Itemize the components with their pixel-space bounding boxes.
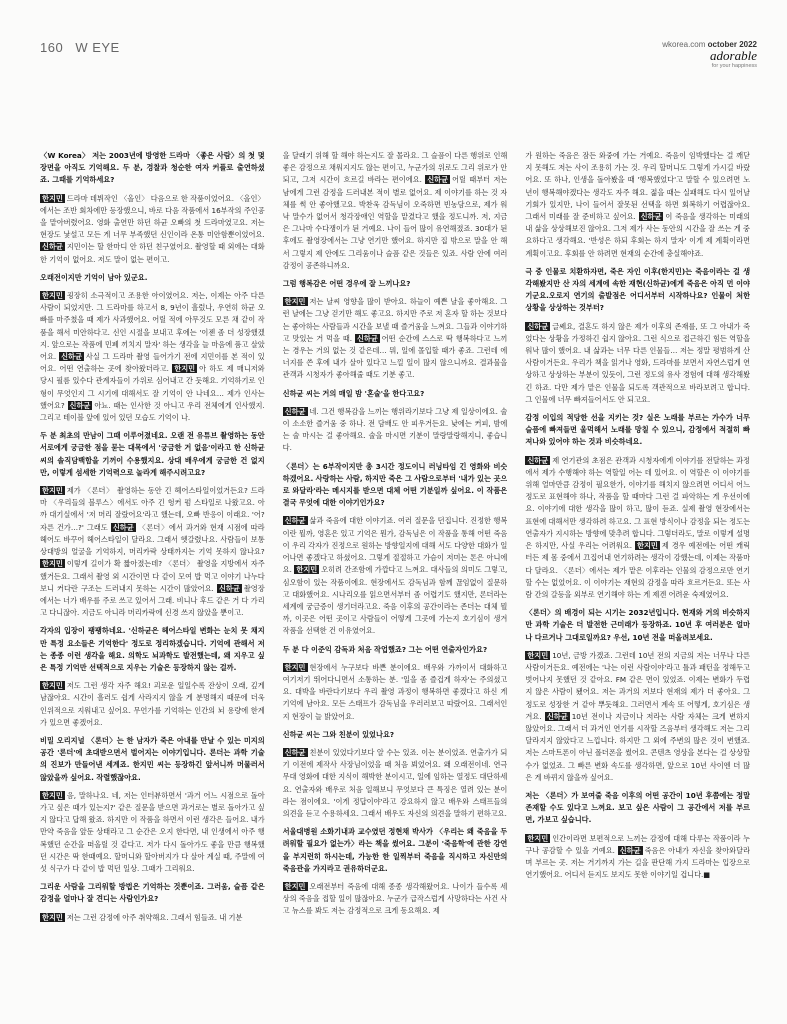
question: 〈론더〉의 배경이 되는 시기는 2032년입니다. 현재와 거의 비슷하지만 과학 기술은 더 발전한 근미래가 등장하죠. 10년 후 여러분은 얼마나 다르거나 그대로일까요? 우선, 10년 전을 떠올려보세요. <box>525 608 751 642</box>
speaker-tag: 한지민 <box>42 681 63 691</box>
speaker-tag: 신하균 <box>112 522 134 532</box>
speaker-tag: 신하균 <box>61 352 82 362</box>
speaker-tag: 한지민 <box>42 559 63 569</box>
answer: 한지민 인간이라면 보편적으로 느끼는 감정에 대해 다루는 작품이라 누구나 공감할 수 있을 거예요. 신하균 죽음은 아내가 자신을 찾아와달라며 부르는 곳. 저는 거기까지 가는 길을 판단해 가지 드라마는 입장으로 연기했어요. 어디서 듣지도 보지도 못한 이야기일 겁니다.■ <box>525 833 751 880</box>
question: 서울대병원 소화기내과 교수였던 정현채 박사가 〈우리는 왜 죽음을 두려워할 필요가 없는가〉라는 책을 썼어요. 그분이 '죽음학'에 관한 강연을 부지런히 하시는데, 가능한 한 일찍부터 죽음을 직시하고 자신만의 죽음관을 가지라고 권유하더군요. <box>282 827 508 873</box>
speaker-tag: 한지민 <box>527 650 549 660</box>
page-folio <box>40 40 120 55</box>
answer: 한지민 음, 말하나요. 네, 저는 인터뷰하면서 '과거 어느 시점으로 돌아가고 싶은 때가 있는지?' 같은 질문을 받으면 과거로는 별로 돌아가고 싶지 않다고 답해 왔죠. 하지만 이 작품을 하면서 이런 생각은 들어요. 내가 만약 죽음을 앞둔 상태라고 그 순간은 오지 한다면, 내 인생에서 아주 행복했던 순간을 떠올릴 것 같다고. 저가 다시 돌아가도 좋을 만큼 행복했던 시간은 딱 한때예요. 할머니와 할아버지가 다 살아 계실 때, 주말에 여섯 식구가 다 같이 밥 먹던 일상. 그때가 그리워요. <box>40 790 265 873</box>
speaker-tag: 신하균 <box>218 583 240 593</box>
page-number: 160 <box>40 40 64 55</box>
question: 각자의 입장이 팽팽하네요. '신하균은 헤어스타일 변화는 눈치 못 채지만 특정 요소들은 기억한다' 정도로 정리하겠습니다. 기억에 관해서 저는 종종 이런 생각을 해요. 의학도 뇌과학도 발전했는데, 왜 지우고 싶은 특정 기억만 선택적으로 지우는 기술은 등장하지 않는 걸까. <box>40 626 265 672</box>
speaker-tag: 한지민 <box>527 833 549 843</box>
answer: 한지민 굉장히 소극적이고 조용한 아이였어요. 저는, 이제는 아주 다른 사람이 되었지만. 그 드라마를 하고서 8, 9년이 흘렀나, 우연히 하균 오빠를 마주쳤을 때 제가 사과했어요. 어릴 적에 아무것도 모른 채 같이 작품을 해서 미안하다고. 신인 시절을 보내고 후에는 '이젠 좀 더 성장했겠지. 앞으로는 작품에 민폐 끼치지 말자' 하는 생각을 늘 마음에 품고 살았어요. 신하균 사실 그 드라마 촬영 들어가기 전에 지민이를 본 적이 있어요. 어떤 연출하는 곳에 찾아왔더라고. 한지민 아 하도 제 매니저와 당시 필름 있수다 관계자들이 가위로 심어내고 간 듯해요. 기억하기로 인형이 무엇인지 그 시기에 대해서도 잘 기억이 안 나네요… 제가 인사는 했어요? 신하균 아뇨. 때는 인사한 것 아니고 우리 전체에게 인사했지. 그리고 테이블 앞에 있어 있던 모습도 기억이 나. <box>40 291 265 423</box>
speaker-tag: 한지민 <box>284 881 306 891</box>
site-url: wkorea.com <box>662 40 706 49</box>
masthead <box>662 40 757 69</box>
question: 〈W Korea〉 저는 2003년에 방영한 드라마 〈좋은 사람〉의 첫 몇 장면을 아직도 기억해요. 두 분, 경찰과 청순한 여자 커플로 출연하셨죠. 그때를 기억하세요? <box>40 151 265 185</box>
speaker-tag: 한지민 <box>42 486 63 496</box>
question: 감정 이입의 적당한 선을 지키는 것? 실은 노래를 부르는 가수가 너무 슬픔에 빠져들면 울먹해서 노래를 망칠 수 있으니, 감정에서 적절히 빠져나와 있어야 하는 것과 비슷하네요. <box>525 413 751 447</box>
question: 신하균 씨는 그와 친분이 있었나요? <box>282 729 395 739</box>
brand-tagline: for your happiness <box>711 63 757 70</box>
answer: 한지민 현장에서 누구보다 바쁜 분이에요. 배우와 가까이서 대화하고 여기저기 뛰어다니면서 소통하는 분. '일을 좀 즐겁게 하자'는 주의셨고요. 대박을 바란다기보다 우리 촬영 과정이 행복하면 좋겠다고 하신 게 기억에 남아요. 모든 스태프가 감독님을 우러러보고 따랐어요. 그래서인지 현장이 늘 밝았어요. <box>282 662 508 721</box>
brand-logo: adorable <box>710 48 757 63</box>
speaker-tag: 한지민 <box>174 364 196 374</box>
speaker-tag: 신하균 <box>527 455 549 465</box>
column-1 <box>40 150 265 995</box>
speaker-tag: 신하균 <box>69 400 91 410</box>
speaker-tag: 한지민 <box>42 291 63 301</box>
answer: 한지민 제가 〈론더〉 촬영하는 동안 긴 헤어스타일이었거든요? 드라마 〈우리들의 블루스〉에서도 아주 긴 헝커 펌 스타일로 나왔고요. 아까 대기실에서 '저 머리 잘랐어요'라고 했는데, 오빠 반응이 이래요. '어? 자른 건가…?' 그래도 신하균 〈론더〉에서 과거와 현재 시점에 따라 헤어도 바꾸어 헤어스타일이 달라요. 그래서 헷갈렸나요. 사람들이 보통 상대방의 얼굴을 기억하지, 머리카락 상태까지는 기억 못하지 않나요? 한지민 이렇게 길이가 확 짧아졌는데? 〈론더〉 촬영을 지방에서 자주 했거든요. 그래서 촬영 외 시간이면 다 같이 모여 밥 먹고 이야기 나누다 보니 커다란 구조는 드러내지 못하는 시간이 많았어요. 신하균 촬영장에서는 너가 배우를 주로 쓰고 있어서 그래. 비니나 후드 같은 거 다 가리고 다니잖아. 지금도 아니라 머리카락에 신경 쓰지 않았을 뿐이고. <box>40 486 265 618</box>
answer: 한지민 저도 그런 생각 자주 해요! 괴로운 일일수록 잔상이 오래, 깊게 남잖아요. 시간이 흘러도 쉽게 사라지지 않을 게 분명해지 때문에 더욱 인위적으로 지워내고 싶어요. 무언가를 기억하는 인간의 뇌 용량에 한계가 있으면 좋겠어요. <box>40 681 265 727</box>
speaker-tag: 신하균 <box>527 321 549 331</box>
answer: 가 원하는 죽음은 잠든 와중에 가는 거예요. 죽음이 임박했다는 걸 깨닫지 못해도 저는 사이 조용히 가는 것. 우리 할머니도 그렇게 가시길 바랐어요. 또 하나, 인생을 돌아봤을 때 '행복했었다'고 말할 수 있으려면 노년이 행복해야겠다는 생각도 자주 해요. 젊을 때는 실패해도 다시 일어날 기회가 있지만, 나이 들어서 잘못된 선택을 하면 회복하기 어렵잖아요. 그래서 미래를 잘 준비하고 싶어요. 신하균 이 죽음을 생각하는 미래의 내 삶을 상상해보진 않아요. 그저 제가 사는 동안의 시간을 잘 쓰는 게 중요하다고 생각해요. '반성은 하되 후회는 하지 말자' 이게 제 계획이라면 계획이고요. 후회를 안 하려면 현재의 순간에 충실해야죠. <box>525 151 751 258</box>
speaker-tag: 한지민 <box>296 565 318 575</box>
end-mark: ■ <box>703 870 711 880</box>
question: 극 중 인물로 치환하자면, 죽은 자인 이후(한지민)는 죽음이라는 걸 생각해봤지만 산 자의 세계에 속한 재현(신하균)에게 죽음은 아직 먼 이야기군요.오로지 연기의 출발점은 어디서부터 시작하나요? 인물이 처한 상황을 상상하는 것부터? <box>525 266 751 313</box>
speaker-tag: 한지민 <box>42 193 63 203</box>
speaker-tag: 신하균 <box>546 711 568 721</box>
answer: 한지민 드라마 데뷔작인 〈올인〉 다음으로 한 작품이었어요. 〈올인〉에서는 조반 회차에만 등장했으니, 바로 다음 작품에서 16부작의 주인공을 맡아버렸어요. 영화 출연만 하던 하균 오빠의 첫 드라마였고요. 저는 현장도 낯설고 모든 게 너무 부족했던 신인이라 온통 미안함뿐이었어요. 신하균 지민이는 할 한마디 안 하던 친구였어요. 촬영할 때 외에는 대화한 기억이 없어요. 저도 말이 없는 편이고. <box>40 193 265 264</box>
question: 신하균 씨는 거의 매일 밤 '혼술'을 한다고요? <box>282 388 425 398</box>
speaker-tag: 신하균 <box>42 242 63 252</box>
answer: 신하균 제 연기관의 초점은 관객과 시청자에게 이야기를 전달하는 과정에서 제가 수행해야 하는 역할일 어는 데 있어요. 이 역할은 이 이야기를 위해 얼마만큼 감정이 필요한가, 이야기를 해치지 않으려면 어디서 어느 정도로 표현해야 하나, 작품을 할 때마다 그런 걸 파악하는 게 우선이에요. 이야기에 대한 생각을 많이 하고, 많이 듣죠. 실제 촬영 현장에서는 표현에 대해서만 생각하려 하고요. 그 표현 방식이나 감정을 되는 정도는 연출자가 지시하는 방향에 맞추려 합니다. 그렇더라도, 말로 이렇게 설명은 하지만, 사실 우리는 어려워요. 한지민 제 경우 예전에는 어떤 캐릭터든 제 몸 중에서 끄집어내 연기하려는 생각이 강했는데, 이제는 작품마다 달라요. 〈론더〉에서는 제가 맡은 이후라는 인물의 감정으로만 연기할 수는 없었어요. 이 이야기는 재현의 감정을 따라 흐르거든요. 또는 사람 간의 갈등을 외부로 연기해야 하는 게 제겐 어려운 숙제였어요. <box>525 455 751 599</box>
answer: 신하균 삶과 죽음에 대한 이야기죠. 여러 질문을 던집니다. 진정한 행복이란 뭘까, 영혼은 있고 기억은 뭔가, 감독님은 이 작품을 통해 어떤 죽음이 우리 각자가 진정으로 원하는 방향일지에 대해 서도 다양한 대화가 일어나면 좋겠다고 하셨어요. 그렇게 절절하고 가슴이 저미는 톤은 아니에요. 한지민 오히려 간조함에 가깝다고 느껴요. 대사들의 의미도 그렇고, 심오함이 있는 작품이에요. 현장에서도 감독님과 함께 끊임없이 질문하고 대화했어요. 시나리오를 읽으면서부터 좀 어렵기도 했지만, 론더라는 세계에 궁금증이 생기더라고요. 죽음 이후의 공간이라는 존더는 대체 뭘까, 이곳은 어떤 곳이고 사람들이 어떻게 그곳에 가는지 호기심이 생겨 작품을 선택한 건 이유였어요. <box>282 516 508 636</box>
article-body <box>40 150 750 995</box>
question: 〈론더〉는 6부작이지만 총 3시간 정도이니 러닝타임 긴 영화와 비슷하겠어요. 사랑하는 사람, 하지만 죽은 그 사람으로부터 '내가 있는 곳으로 와달라'라는 메시지를 받으면 대체 어떤 기분일까 싶어요. 이 작품은 결국 무엇에 대한 이야기인가요? <box>282 461 508 508</box>
speaker-tag: 신하균 <box>640 212 662 222</box>
answer: 한지민 저는 날씨 영향을 많이 받아요. 하늘이 예쁜 날을 좋아해요. 그런 날에는 그냥 걷기만 해도 좋고요. 하지만 주로 저 혼자 할 하는 것보다는 좋아하는 사람들과 시간을 보낼 때 즐거움을 느껴요. 그들과 이야기하고 맛있는 거 먹을 때. 신하균 어떤 순간에 스스로 딱 행복하다고 느끼는 경우는 거의 없는 것 같은데… 뭐, 일에 몰입할 때가 좋죠. 그런데 에너지를 쓴 후에 내가 살아 있다고 느낄 일이 많지 않으니까요. 결과물을 관객과 시청자가 좋아해줄 때도 기분 좋고. <box>282 297 508 380</box>
answer: 신하균 친분이 있었다기보다 알 수는 있죠. 이는 분이었죠. 연출가가 되기 이전에 제작사 사장님이었을 때 처음 뵈었어요. 왜 오래전이네. 연극무대 영화에 대한 지식이 해박한 분이시고, 일에 임하는 열정도 대단하세요. 연출자와 배우로 처음 일해보니 무엇보다 큰 특징은 열려 있는 분이라는 점이에요. '이게 정답이야'라고 강요하지 않고 배우와 스태프들의 의견을 듣고 수용하세요. 그래서 배우도 자신의 의견을 말하기 편하고요. <box>282 747 508 818</box>
answer: 신하균 네. 그건 행복감을 느끼는 행위라기보다 그냥 제 일상이에요. 술이 소소한 즐거움 중 하나. 전 담배도 안 피우거든요. 낮에는 커피, 밤에는 술 마시는 걸 좋아해요. 술을 마시면 기분이 말랑말랑해지니, 좋습니다. <box>282 406 508 453</box>
column-3 <box>525 150 750 995</box>
speaker-tag: 신하균 <box>427 175 449 185</box>
question: 그리운 사람을 그리워할 방법은 기억하는 것뿐이죠. 그러움, 슬픔 같은 감정을 얼마나 잘 견디는 사람인가요? <box>40 882 265 904</box>
column-2 <box>283 150 508 995</box>
question: 두 분 다 이준익 감독과 처음 작업했죠? 그는 어떤 연출자인가요? <box>282 644 488 654</box>
answer: 을 달래기 위해 할 해야 하는지도 잘 몰라요. 그 슬픔이 다른 행위로 인해 좋은 감정으로 채워지지도 않는 편이고, 누군가의 위로도 그리 위로가 안 되고, 그저 시간이 흐르길 바라는 편이에요. 신하균 어릴 때부터 저는 남에게 그런 감정을 드러내본 적이 별로 없어요. 제 이야기를 하는 것 자체를 썩 안 좋아했고요. 박찬욱 감독님이 오죽하면 빈농담으로, 제가 워낙 말수가 없어서 청각장애인 역할을 맡겼다고 했을 정도니까. 저, 지금은 그나마 수다쟁이가 된 거예요. 나이 들어 많이 유연해졌죠. 30대가 된 후에도 촬영장에서는 그냥 연기만 했어요. 하지만 집 밖으로 말을 안 해서 그렇지 제 안에도 그리움이나 슬픔 같은 것들은 있죠. 사람 안에 여러 감정이 공존하니까요. <box>282 151 508 270</box>
question: 오래전이지만 기억이 남아 있군요. <box>40 272 148 282</box>
speaker-tag: 신하균 <box>284 747 306 757</box>
speaker-tag: 한지민 <box>284 662 306 672</box>
question: 저는 〈론더〉가 보여줄 죽음 이후의 어떤 공간이 10년 후쯤에는 정말 존재할 수도 있다고 느껴요. 보고 싶은 사람이 그 공간에서 저를 부르면, 가보고 싶습니다. <box>525 790 751 825</box>
answer: 한지민 저는 그런 감정에 아주 취약해요. 그래서 힘들죠. 내 기분 <box>42 912 243 922</box>
question: 비밀 오리지널 〈론더〉는 한 남자가 죽은 아내를 만날 수 있는 미지의 공간 '론더'에 초대받으면서 벌어지는 이야기입니다. 론더는 과학 기술의 진보가 만들어낸 세계죠. 한지민 씨는 등장하긴 앞서니까 머물러서 않았을까 싶어요. 작렬했잖아요. <box>40 735 265 782</box>
speaker-tag: 신하균 <box>284 406 306 416</box>
answer: 한지민 10년, 금방 가겠죠. 그런데 10년 전의 지금의 저는 너무나 다른 사람이거든요. 예전에는 '나는 이런 사람이야'라고 틀과 패턴을 정해두고 벗어나지 못했던 것 같아요. FM 같은 면이 있었죠. 이제는 변화가 두렵지 않은 사람이 됐어요. 저는 과거의 저보다 현재의 제가 더 좋아요. 그 정도로 성장한 거 같아 뿌듯해요. 그러면서 계속 또 어떻게, 호기심은 생겨요. 신하균 10년 전이나 지금이나 저라는 사람 자체는 크게 변하지 않았어요. 그래서 더 과거인 연기를 시작할 즈음부터 생각해도 저는 그리 달라지지 않았다고 느낍니다. 하지만 그 외에 주변의 많은 것이 변했죠. 저는 스마트폰이 아닌 폴더폰을 썼어요. 콘텐츠 영상을 본다는 걸 상상할 수가 없었죠. 그 빠른 변화 속도를 생각하면, 앞으로 10년 사이엔 더 많은 게 바뀌지 않을까 싶어요. <box>525 650 751 782</box>
speaker-tag: 한지민 <box>636 541 658 551</box>
speaker-tag: 한지민 <box>284 297 306 307</box>
answer: 신하균 글쎄요, 결혼도 하지 않은 제가 이후의 존재를, 또 그 아내가 죽었다는 상황을 가정하긴 쉽지 않아요. 그런 식으로 접근하긴 힘든 역할을 워낙 많이 했어요. 내 삶과는 너무 다른 인물들… 저는 정말 평범하게 산 사람이거든요. 우리가 책을 읽거나 영화, 드라마를 보면서 자연스럽게 연상하고 상상하는 부분이 있듯이, 그런 정도의 유사 경험에 대해 생각해봤긴 하죠. 다만 제가 맡은 인물을 되도록 객관적으로 바라보려고 합니다. 그 인물에 너무 빠져들어서도 안 되고요. <box>525 321 751 404</box>
speaker-tag: 신하균 <box>284 516 306 526</box>
question: 두 분 최초의 만남이 그때 이루어졌네요. 오랜 전 유튜브 촬영하는 동안 서로에게 궁금한 점을 묻는 대목에서 '궁금한 거 없음'이라고 한 신하균 씨의 솔직담백함을 기꺼이 수용했지요. 상대 배우에게 궁금한 건 없지만, 이렇게 섬세한 기억력으로 놀라게 해주시려고요? <box>40 431 265 477</box>
speaker-tag: 한지민 <box>42 912 63 922</box>
answer: 한지민 오래전부터 죽음에 대해 종종 생각해왔어요. 나이가 들수록 세상의 죽음을 접할 일이 많잖아요. 누군가 급작스럽게 사망하다는 사건 사고 뉴스를 봐도 저는 감정적으로 크게 동요해요. 제 <box>282 881 508 916</box>
speaker-tag: 한지민 <box>42 790 63 800</box>
issue-date: october 2022 <box>707 40 757 49</box>
section-name: W EYE <box>75 40 120 55</box>
speaker-tag: 신하균 <box>356 333 378 343</box>
speaker-tag: 신하균 <box>619 845 641 855</box>
question: 그럼 행복감은 어떤 경우에 잘 느끼나요? <box>282 279 411 289</box>
